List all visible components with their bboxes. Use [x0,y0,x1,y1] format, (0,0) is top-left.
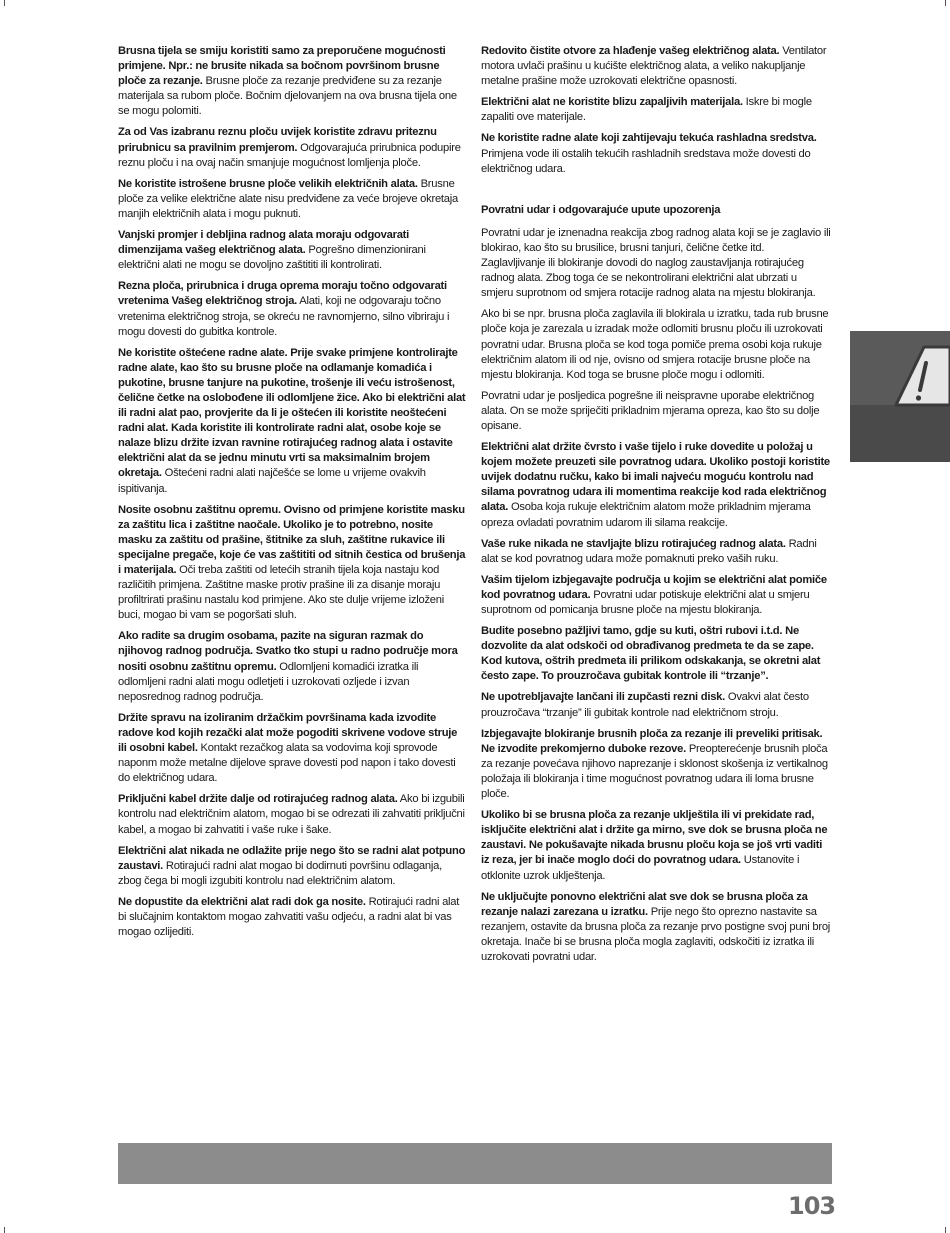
paragraph: Električni alat nikada ne odlažite prije nego što se radni alat potpuno zaustavi. Rotirajući radni alat mogao bi dodirnuti površinu odlaganja, zbog čega bi mogli izgubiti kontrolu nad električnim alatom. [118,844,466,887]
paragraph: Brusna tijela se smiju koristiti samo za preporučene mogućnosti primjene. Npr.: ne brusite nikada sa bočnom površinom brusne ploče za rezanje. Brusne ploče za rezanje predviđene su za rezanje materijala sa rubom ploče. Bočnim djelovanjem na ova brusna tijela one se mogu polomiti. [118,45,457,118]
paragraph: Ako radite sa drugim osobama, pazite na siguran razmak do njihovog radnog područja. Svatko tko stupi u radno područje mora nositi osobnu zaštitnu opremu. Odlomljeni komadići izratka ili odlomljeni radni alati mogu odletjeti i uzrokovati ozljede i izvan neposrednog radnog područja. [118,630,458,703]
page-number: 103 [788,1192,836,1220]
paragraph: Vaše ruke nikada ne stavljajte blizu rotirajućeg radnog alata. Radni alat se kod povratnog udara može pomaknuti preko vaših ruku. [481,537,817,565]
footer-bar [118,1143,832,1184]
paragraph: Vašim tijelom izbjegavajte područja u kojim se električni alat pomiče kod povratnog udara. Povratni udar potiskuje električni alat u smjeru suprotnom od pomicanja brusne ploče na mjestu blokiranja. [481,573,827,616]
paragraph: Za od Vas izabranu reznu ploču uvijek koristite zdravu priteznu prirubnicu sa pravilnim premjerom. Odgovarajuća prirubnica podupire reznu ploču i na ovaj način smanjuje mogućnost lomljenja ploče. [118,126,461,169]
paragraph: Ne koristite oštećene radne alate. Prije svake primjene kontrolirajte radne alate, kao što su brusne ploče na odlamanje komadića i pukotine, brusne tanjure na pukotine, trošenje ili veću istrošenost, čelične četke na oslobođene ili odlomljene žice. Ako bi električni alat ili radni alat pao, provjerite da li je oštećen ili koristite neoštećeni radni alat. Kada koristite ili kontrolirate radni alat, osobe koje se nalaze blizu držite izvan ravnine rotirajućeg radnog alata i ostavite električni alat da se jednu minutu vrti sa maksimalnim brojem okretaja. Oštećeni radni alati najčešće se lome u vrijeme ovakvih ispitivanja. [118,346,466,495]
paragraph: Nosite osobnu zaštitnu opremu. Ovisno od primjene koristite masku za zaštitu lica i zaštitne naočale. Ukoliko je to potrebno, nosite masku za zaštitu od prašine, štitnike za sluh, zaštitne rukavice ili specijalne pregače, koje će vas zaštititi od sitnih čestica od brušenja i materijala. Oči treba zaštiti od letećih stranih tijela koja nastaju kod različitih primjena. Zaštitne maske protiv prašine ili za disanje moraju profiltrirati prašinu nastalu kod primjene. Ako ste dulje vrijeme izloženi buci, mogao bi vam se pogoršati sluh. [118,503,466,622]
paragraph: Ne dopustite da električni alat radi dok ga nosite. Rotirajući radni alat bi slučajnim kontaktom mogao zahvatiti vašu odjeću, a radni alat bi vas mogao ozlijediti. [118,895,460,939]
paragraph: Električni alat ne koristite blizu zapaljivih materijala. Iskre bi mogle zapaliti ove materijale. [481,96,812,124]
warning-side-tab [850,331,950,462]
paragraph: Povratni udar je posljedica pogrešne ili neispravne uporabe električnog alata. On se može spriječiti prikladnim mjerama opreza, kao što su dolje opisane. [481,389,820,432]
paragraph: Budite posebno pažljivi tamo, gdje su kuti, oštri rubovi i.t.d. Ne dozvolite da alat odskoči od obrađivanog predmeta te da se zape. Kod kutova, oštrih predmeta ili prilikom odskakanja, se okretni alat često zape. To prouzročava gubitak kontrole ili “trzanje”. [481,625,821,683]
paragraph: Električni alat držite čvrsto i vaše tijelo i ruke dovedite u položaj u kojem možete preuzeti sile povratnog udara. Ukoliko postoji koristite uvijek dodatnu ručku, kako bi imali najveću moguću kontrolu nad silama povratnog udara ili momentima reakcije kod rada električnog alata. Osoba koja rukuje električnim alatom može prikladnim mjerama opreza ovladati povratnim udarom ili silama reakcije. [481,441,830,529]
paragraph: Ukoliko bi se brusna ploča za rezanje uklještila ili vi prekidate rad, isključite električni alat i držite ga mirno, sve dok se brusna ploča ne zaustavi. Ne pokušavajte nikada brusnu ploču koja se još vrti vaditi iz reza, jer bi inače moglo doći do povratnog udara. Ustanovite i otklonite uzrok uklještenja. [481,809,828,882]
warning-triangle-icon [890,343,950,413]
paragraph: Ne uključujte ponovno električni alat sve dok se brusna ploča za rezanje nalazi zarezana u izratku. Prije nego što oprezno nastavite sa rezanjem, ostavite da brusna ploča za rezanje prvo postigne svoj puni broj okretaja. Inače bi se brusna ploča mogla zaglaviti, odskočiti iz izratka ili uzrokovati povratni udar. [481,890,831,963]
paragraph: Ne koristite istrošene brusne ploče velikih električnih alata. Brusne ploče za velike električne alate nisu predviđene za veće brojeve okretaja manjih električnih alata i mogu puknuti. [118,177,458,220]
crop-mark [4,1227,5,1233]
paragraph: Priključni kabel držite dalje od rotirajućeg radnog alata. Ako bi izgubili kontrolu nad električnim alatom, mogao bi se odrezati ili zahvatiti priključni kabel, a mogao bi zahvatiti i vaše ruke i šake. [118,793,465,836]
paragraph: Držite spravu na izoliranim držačkim površinama kada izvodite radove kod kojih rezački alat može pogoditi skrivene vodove struje ili osobni kabel. Kontakt rezačkog alata sa vodovima koji sprovode naponm može metalne dijelove sprave dovesti pod napon i tako dovesti do električnog udara. [118,711,458,785]
section-heading: Povratni udar i odgovarajuće upute upozorenja [481,203,721,216]
paragraph: Vanjski promjer i debljina radnog alata moraju odgovarati dimenzijama vašeg električnog alata. Pogrešno dimenzionirani električni alati ne mogu se dovoljno zaštititi ili kontrolirati. [118,229,426,272]
crop-mark [945,0,946,6]
paragraph: Redovito čistite otvore za hlađenje vašeg električnog alata. Ventilator motora uvlači prašinu u kućište električnog alata, a veliko nakupljanje metalne prašine može uzrokovati električne opasnosti. [481,45,827,88]
paragraph: Ako bi se npr. brusna ploča zaglavila ili blokirala u izratku, tada rub brusne ploče koja je zarezala u izradak može odlomiti brusnu ploču ili uzrokovati povratni udar. Brusna ploča se kod toga pomiče prema osobi koja rukuje električnim alatom ili od nje, ovisno od smjera rotacije brusne ploče na mjestu blokiranja. Kod toga se brusne ploče mogu i odlomiti. [481,308,829,381]
paragraph: Izbjegavajte blokiranje brusnih ploča za rezanje ili preveliki pritisak. Ne izvodite prekomjerno duboke rezove. Preopterećenje brusnih ploča za rezanje povećava njihovo naprezanje i sklonost skošenja iz vertikalnog položaja ili blokiranja i time mogućnost povratnog udara ili loma brusne ploče. [481,727,828,801]
crop-mark [945,1227,946,1233]
left-column [118,44,466,946]
right-column [481,44,831,971]
paragraph: Rezna ploča, prirubnica i druga oprema moraju točno odgovarati vretenima Vašeg električnog stroja. Alati, koji ne odgovaraju točno vretenima električnog stroja, se okreću ne ravnomjerno, silno vibriraju i mogu dovesti do gubitka kontrole. [118,280,450,338]
paragraph: Ne koristite radne alate koji zahtijevaju tekuća rashladna sredstva. Primjena vode ili ostalih tekućih rashladnih sredstava može dovesti do električnog udara. [481,132,817,175]
paragraph: Povratni udar je iznenadna reakcija zbog radnog alata koji se je zaglavio ili blokirao, kao što su brusilice, brusni tanjuri, čelične četke itd. Zaglavljivanje ili blokiranje dovodi do naglog zaustavljanja rotirajućeg radnog alata. Zbog toga će se nekontrolirani električni alat ubrzati u smjeru suprotnom od smjera rotacije radnog alata na mjestu blokiranja. [481,226,831,300]
crop-mark [4,0,5,6]
paragraph: Ne upotrebljavajte lančani ili zupčasti rezni disk. Ovakvi alat često prouzročava “trzanje” ili gubitak kontrole nad električnom stroju. [481,691,809,719]
